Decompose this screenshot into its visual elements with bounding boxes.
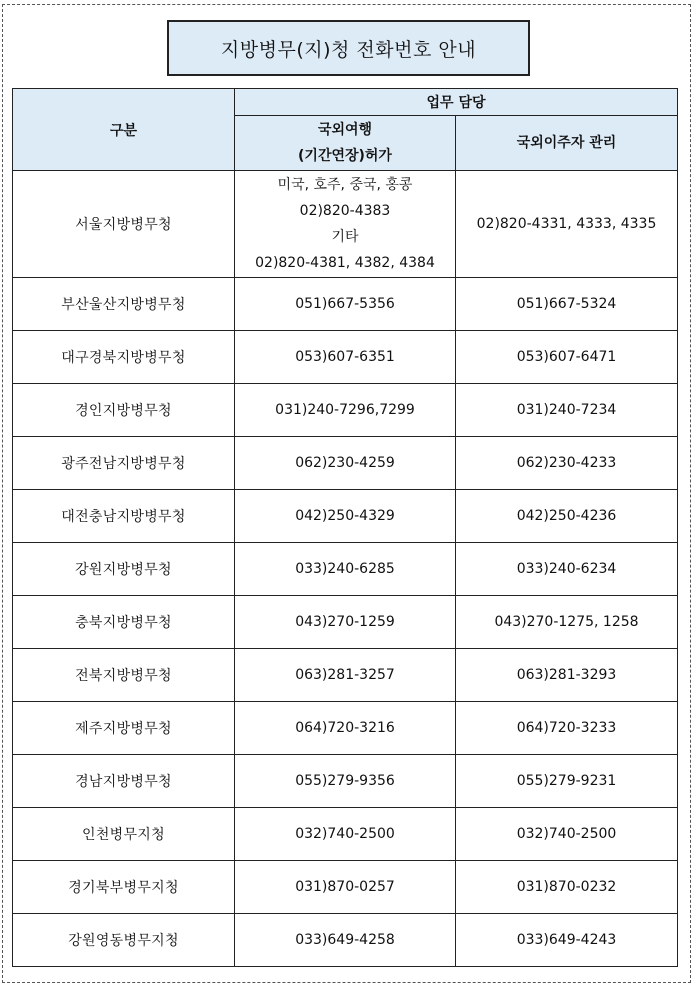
phone-table	[12, 88, 678, 967]
office-name: 전북지방병무청	[13, 649, 235, 702]
table-row	[13, 171, 678, 278]
travel-phone: 033)240-6285	[235, 543, 456, 596]
office-name: 경기북부병무지청	[13, 861, 235, 914]
travel-phone: 063)281-3257	[235, 649, 456, 702]
header-travel-line2: (기간연장)허가	[298, 148, 392, 164]
travel-phone: 064)720-3216	[235, 702, 456, 755]
resident-phone: 033)240-6234	[456, 543, 678, 596]
office-name: 인천병무지청	[13, 808, 235, 861]
resident-phone: 043)270-1275, 1258	[456, 596, 678, 649]
table-row	[13, 437, 678, 490]
travel-phone: 053)607-6351	[235, 331, 456, 384]
travel-line: 02)820-4381, 4382, 4384	[255, 255, 435, 271]
table-row	[13, 861, 678, 914]
resident-phone: 053)607-6471	[456, 331, 678, 384]
resident-phone: 02)820-4331, 4333, 4335	[456, 171, 678, 278]
travel-line: 미국, 호주, 중국, 홍콩	[277, 177, 413, 193]
travel-phone: 033)649-4258	[235, 914, 456, 967]
resident-phone: 042)250-4236	[456, 490, 678, 543]
header-group: 업무 담당	[235, 89, 678, 116]
travel-phone: 062)230-4259	[235, 437, 456, 490]
header-resident: 국외이주자 관리	[456, 116, 678, 171]
table-row	[13, 914, 678, 967]
resident-phone: 063)281-3293	[456, 649, 678, 702]
travel-phone: 051)667-5356	[235, 278, 456, 331]
office-name: 대구경북지방병무청	[13, 331, 235, 384]
resident-phone: 032)740-2500	[456, 808, 678, 861]
travel-phone: 031)240-7296,7299	[235, 384, 456, 437]
office-name: 서울지방병무청	[13, 171, 235, 278]
resident-phone: 051)667-5324	[456, 278, 678, 331]
office-name: 대전충남지방병무청	[13, 490, 235, 543]
header-travel	[235, 116, 456, 171]
office-name: 부산울산지방병무청	[13, 278, 235, 331]
travel-line: 02)820-4383	[299, 203, 391, 219]
travel-phone: 031)870-0257	[235, 861, 456, 914]
office-name: 강원지방병무청	[13, 543, 235, 596]
table-row	[13, 702, 678, 755]
resident-phone: 031)870-0232	[456, 861, 678, 914]
travel-line: 기타	[331, 229, 359, 245]
header-travel-line1: 국외여행	[317, 122, 373, 138]
travel-phone: 032)740-2500	[235, 808, 456, 861]
travel-phone: 042)250-4329	[235, 490, 456, 543]
resident-phone: 031)240-7234	[456, 384, 678, 437]
table-row	[13, 649, 678, 702]
resident-phone: 062)230-4233	[456, 437, 678, 490]
travel-phone: 043)270-1259	[235, 596, 456, 649]
office-name: 광주전남지방병무청	[13, 437, 235, 490]
resident-phone: 064)720-3233	[456, 702, 678, 755]
office-name: 제주지방병무청	[13, 702, 235, 755]
table-row	[13, 808, 678, 861]
office-name: 경인지방병무청	[13, 384, 235, 437]
table-row	[13, 596, 678, 649]
table-row	[13, 331, 678, 384]
office-name: 강원영동병무지청	[13, 914, 235, 967]
resident-phone: 033)649-4243	[456, 914, 678, 967]
page-title: 지방병무(지)청 전화번호 안내	[167, 20, 530, 76]
travel-phone: 055)279-9356	[235, 755, 456, 808]
table-row	[13, 384, 678, 437]
travel-phone	[235, 171, 456, 278]
resident-phone: 055)279-9231	[456, 755, 678, 808]
table-row	[13, 543, 678, 596]
office-name: 충북지방병무청	[13, 596, 235, 649]
table-row	[13, 278, 678, 331]
table-row	[13, 755, 678, 808]
table-row	[13, 490, 678, 543]
header-category: 구분	[13, 89, 235, 171]
office-name: 경남지방병무청	[13, 755, 235, 808]
